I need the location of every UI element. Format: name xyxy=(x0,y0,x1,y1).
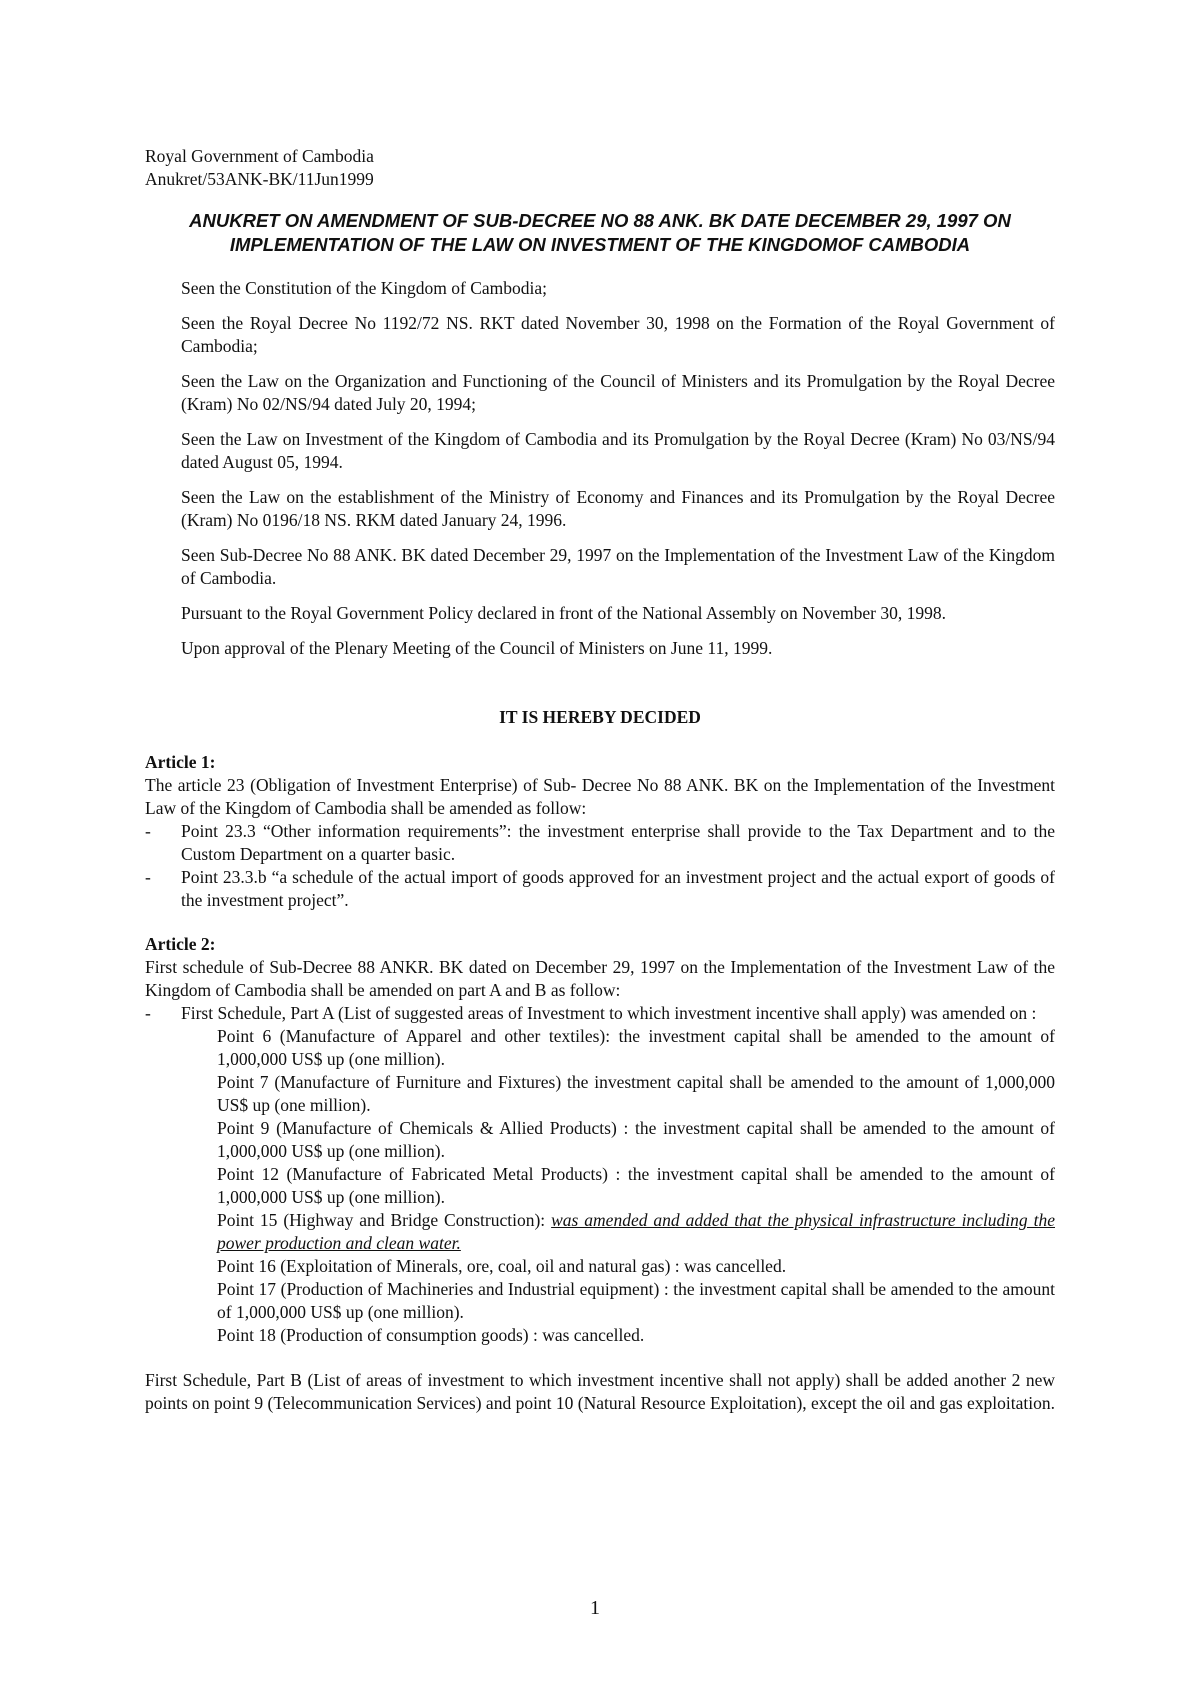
amendment-item xyxy=(145,820,1055,866)
article-1 xyxy=(145,751,1055,912)
article-heading: Article 2: xyxy=(145,934,216,954)
dash-bullet: - xyxy=(145,821,151,841)
schedule-point: Point 17 (Production of Machineries and Industrial equipment) : the investment capital shall be amended to the amount of 1,000,000 US$ up (one million). xyxy=(217,1279,1055,1322)
part-a-item xyxy=(145,1002,1055,1025)
part-b-paragraph: First Schedule, Part B (List of areas of investment to which investment incentive shall not apply) shall be added another 2 new points on point 9 (Telecommunication Services) and point 10 (Natural Resource Exploitation), except the oil and gas exploitation. xyxy=(145,1370,1056,1413)
schedule-point: Point 12 (Manufacture of Fabricated Metal Products) : the investment capital shall be amended to the amount of 1,000,000 US$ up (one million). xyxy=(217,1164,1055,1207)
spacer xyxy=(145,1347,1055,1369)
schedule-point: Point 7 (Manufacture of Furniture and Fixtures) the investment capital shall be amended to the amount of 1,000,000 US$ up (one million). xyxy=(217,1072,1055,1115)
point-15-prefix: Point 15 (Highway and Bridge Construction): xyxy=(217,1210,552,1230)
amendment-item xyxy=(145,866,1055,912)
schedule-point: Point 6 (Manufacture of Apparel and other textiles): the investment capital shall be amended to the amount of 1,000,000 US$ up (one million). xyxy=(217,1026,1055,1069)
amendment-text: Point 23.3 “Other information requirements”: the investment enterprise shall provide to the Tax Department and to the Custom Department on a quarter basic. xyxy=(181,821,1055,864)
schedule-point-15 xyxy=(217,1209,1055,1255)
preamble-item: Seen Sub-Decree No 88 ANK. BK dated December 29, 1997 on the Implementation of the Investment Law of the Kingdom of Cambodia. xyxy=(181,545,1055,588)
preamble-item: Seen the Law on the Organization and Functioning of the Council of Ministers and its Promulgation by the Royal Decree (Kram) No 02/NS/94 dated July 20, 1994; xyxy=(181,371,1055,414)
schedule-point: Point 9 (Manufacture of Chemicals & Allied Products) : the investment capital shall be amended to the amount of 1,000,000 US$ up (one million). xyxy=(217,1118,1055,1161)
dash-bullet: - xyxy=(145,1003,151,1023)
part-a-text: First Schedule, Part A (List of suggested areas of Investment to which investment incentive shall apply) was amended on : xyxy=(181,1003,1037,1023)
preamble-item: Pursuant to the Royal Government Policy declared in front of the National Assembly on November 30, 1998. xyxy=(181,603,946,623)
title-line-1: ANUKRET ON AMENDMENT OF SUB-DECREE NO 88 ANK. BK DATE DECEMBER 29, 1997 ON xyxy=(189,210,1011,231)
preamble-item: Seen the Law on the establishment of the Ministry of Economy and Finances and its Promulgation by the Royal Decree (Kram) No 0196/18 NS. RKM dated January 24, 1996. xyxy=(181,487,1055,530)
preamble-item: Upon approval of the Plenary Meeting of the Council of Ministers on June 11, 1999. xyxy=(181,638,773,658)
schedule-point: Point 18 (Production of consumption goods) : was cancelled. xyxy=(217,1325,645,1345)
document-title xyxy=(145,209,1055,257)
dash-bullet: - xyxy=(145,867,151,887)
title-line-2: IMPLEMENTATION OF THE LAW ON INVESTMENT OF THE KINGDOMOF CAMBODIA xyxy=(229,234,971,255)
spacer xyxy=(145,912,1055,933)
article-intro: The article 23 (Obligation of Investment Enterprise) of Sub- Decree No 88 ANK. BK on the Implementation of the Investment Law of the Kingdom of Cambodia shall be amended as follow: xyxy=(145,775,1055,818)
document-reference: Anukret/53ANK-BK/11Jun1999 xyxy=(145,169,374,189)
article-2 xyxy=(145,933,1055,1415)
preamble-item: Seen the Constitution of the Kingdom of Cambodia; xyxy=(181,278,548,298)
preamble-item: Seen the Royal Decree No 1192/72 NS. RKT dated November 30, 1998 on the Formation of the Royal Government of Cambodia; xyxy=(181,313,1055,356)
article-heading: Article 1: xyxy=(145,752,216,772)
preamble xyxy=(145,277,1055,660)
decision-heading: IT IS HEREBY DECIDED xyxy=(499,707,701,727)
schedule-point: Point 16 (Exploitation of Minerals, ore, coal, oil and natural gas) : was cancelled. xyxy=(217,1256,787,1276)
amendment-text: Point 23.3.b “a schedule of the actual import of goods approved for an investment project and the actual export of goods of the investment project”. xyxy=(181,867,1055,910)
article-intro: First schedule of Sub-Decree 88 ANKR. BK dated on December 29, 1997 on the Implementation of the Investment Law of the Kingdom of Cambodia shall be amended on part A and B as follow: xyxy=(145,957,1055,1000)
document-page xyxy=(145,145,1055,1415)
page-number: 1 xyxy=(590,1597,600,1619)
preamble-item: Seen the Law on Investment of the Kingdom of Cambodia and its Promulgation by the Royal Decree (Kram) No 03/NS/94 dated August 05, 1994. xyxy=(181,429,1055,472)
point-15-amendment: was amended and added that the physical infrastructure including the power production and clean water. xyxy=(217,1210,1055,1253)
issuer-line: Royal Government of Cambodia xyxy=(145,146,374,166)
